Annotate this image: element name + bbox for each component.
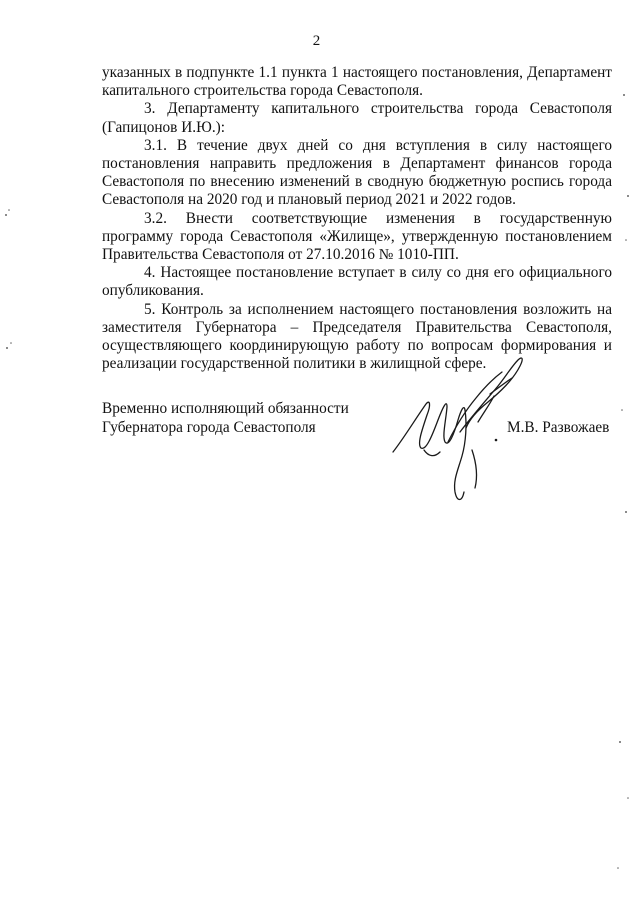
paragraph-item-3-1: 3.1. В течение двух дней со дня вступления в силу настоящего постановления направить предложения в Департамент финансов города Севастополя по внесению изменений в сводную бюджетную роспись города Севастополя на 2020 год и плановый период 2021 и 2022 годов. [102, 136, 612, 209]
paragraph-item-3: 3. Департаменту капитального строительства города Севастополя (Гапицонов И.Ю.): [102, 100, 612, 136]
signer-title-line-1: Временно исполняющий обязанности [102, 400, 349, 417]
signer-title-line-2: Губернатора города Севастополя [102, 419, 316, 436]
signer-name: М.В. Развожаев [507, 419, 610, 436]
paragraph-item-4: 4. Настоящее постановление вступает в силу со дня его официального опубликования. [102, 264, 612, 300]
document-body [102, 64, 612, 373]
handwritten-signature [390, 352, 540, 512]
paragraph-item-3-2: 3.2. Внести соответствующие изменения в государственную программу города Севастополя «Жилище», утвержденную постановлением Правительства Севастополя от 27.10.2016 № 1010-ПП. [102, 209, 612, 264]
paragraph-continuation: указанных в подпункте 1.1 пункта 1 настоящего постановления, Департамент капитального строительства города Севастополя. [102, 64, 612, 100]
paragraph-item-5: 5. Контроль за исполнением настоящего постановления возложить на заместителя Губернатора – Председателя Правительства Севастополя, осуществляющего координирующую работу по вопросам формирования и реализации государственной политики в жилищной сфере. [102, 300, 612, 373]
page-number: 2 [312, 33, 321, 49]
